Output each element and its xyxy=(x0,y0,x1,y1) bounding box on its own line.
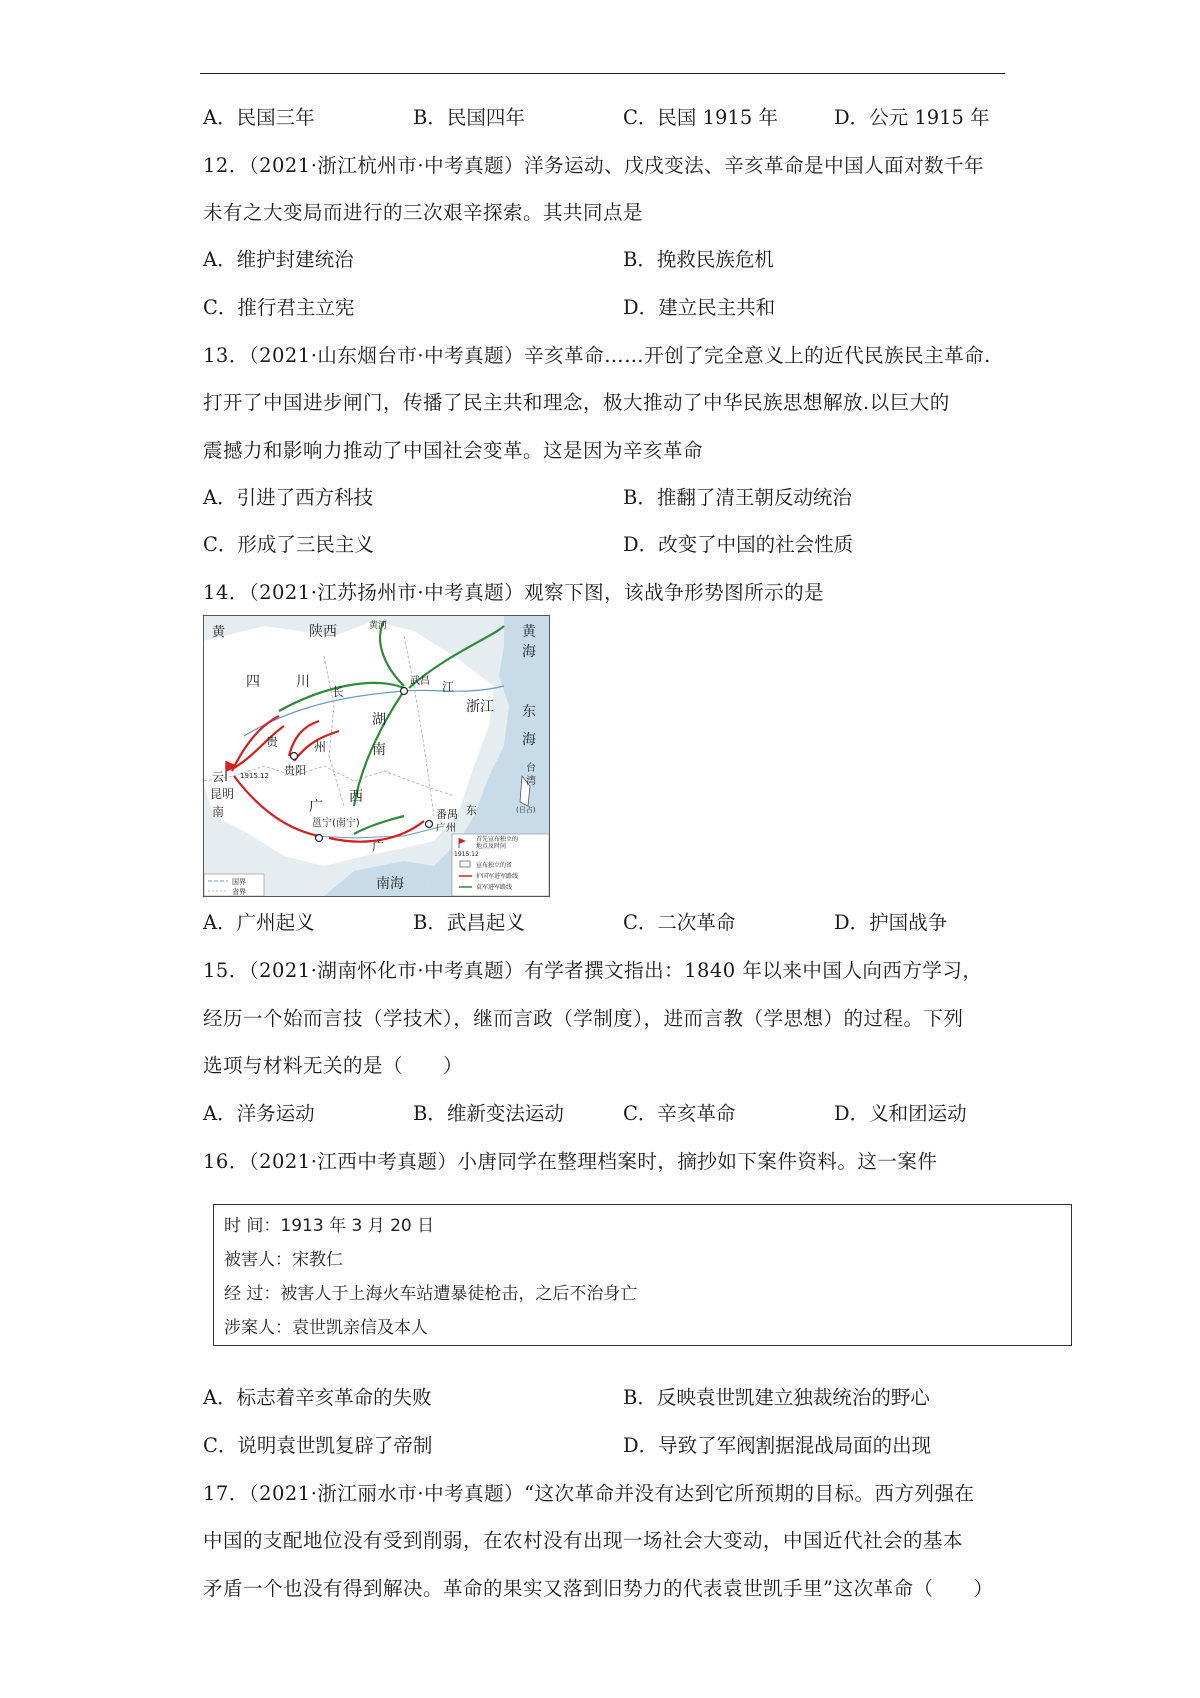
map-legend-guojie: 国界 xyxy=(232,878,246,886)
map-label-guiyang: 贵阳 xyxy=(284,764,306,777)
q12-stem-line-1: 12．（2021·浙江杭州市·中考真题）洋务运动、戊戌变法、辛亥革命是中国人面对数千年 xyxy=(203,154,985,177)
q12-option-a[interactable]: A．维护封建统治 xyxy=(203,248,354,271)
map-legend-text-1: 首先宣布独立的 xyxy=(476,836,519,843)
q14-stem-line-1: 14．（2021·江苏扬州市·中考真题）观察下图，该战争形势图所示的是 xyxy=(203,581,825,604)
map-city-wuchang xyxy=(401,688,408,695)
map-label-huanghai-1: 黄 xyxy=(522,624,536,640)
q13-option-b[interactable]: B．推翻了清王朝反动统治 xyxy=(623,486,852,509)
q14-option-c[interactable]: C．二次革命 xyxy=(623,911,736,934)
map-legend-shengjie: 省界 xyxy=(232,888,246,896)
q11-option-b[interactable]: B．民国四年 xyxy=(413,106,525,129)
map-label-yun: 云 xyxy=(212,770,225,784)
q14-option-a[interactable]: A．广州起义 xyxy=(203,911,315,934)
map-label-huanghai-2: 海 xyxy=(522,644,536,660)
q13-stem-line-2: 打开了中国进步闸门，传播了民主共和理念，极大推动了中华民族思想解放.以巨大的 xyxy=(203,391,950,414)
q11-option-c[interactable]: C．民国 1915 年 xyxy=(623,106,778,129)
q14-option-d[interactable]: D．护国战争 xyxy=(834,911,948,934)
map-label-guangxi-2: 西 xyxy=(349,789,363,805)
map-city-nanning xyxy=(316,835,323,842)
q15-option-b[interactable]: B．维新变法运动 xyxy=(413,1102,564,1125)
q17-stem-line-2: 中国的支配地位没有受到削弱，在农村没有出现一场社会大变动，中国近代社会的基本 xyxy=(203,1529,964,1552)
map-label-nanning: 邕宁(南宁) xyxy=(312,818,360,829)
map-legend-text-4: 护国军进军路线 xyxy=(476,873,519,880)
map-label-panyu: 番禺 xyxy=(436,808,458,821)
q15-stem-line-3: 选项与材料无关的是（ ） xyxy=(203,1054,464,1077)
map-label-donghai-1: 东 xyxy=(522,704,536,720)
map-legend xyxy=(452,834,549,896)
map-legend-date: 1915.12 xyxy=(454,851,479,858)
q16-stem-line-1: 16．（2021·江西中考真题）小唐同学在整理档案时，摘抄如下案件资料。这一案件 xyxy=(203,1150,938,1173)
map-label-taiwan-3: (日占) xyxy=(516,806,536,814)
q14-option-b[interactable]: B．武昌起义 xyxy=(413,911,525,934)
map-label-zhejiang: 浙江 xyxy=(466,699,494,715)
q13-option-c[interactable]: C．形成了三民主义 xyxy=(203,533,374,556)
q15-option-c[interactable]: C．辛亥革命 xyxy=(623,1102,736,1125)
map-label-shaanxi: 陕西 xyxy=(309,624,337,640)
case-record-process: 经 过：被害人于上海火车站遭暴徒枪击，之后不治身亡 xyxy=(224,1284,638,1304)
map-label-kunming: 昆明 xyxy=(210,787,235,801)
map-label-nan: 南 xyxy=(212,805,225,819)
map-label-hunan-2: 南 xyxy=(372,742,386,758)
q13-option-d[interactable]: D．改变了中国的社会性质 xyxy=(623,533,854,556)
map-label-huanghe: 黄河 xyxy=(369,621,388,631)
map-label-date: 1915.12 xyxy=(240,772,269,780)
map-label-wuchang: 武昌 xyxy=(410,676,430,687)
map-label-donghai-2: 海 xyxy=(522,732,536,748)
q17-stem-line-3: 矛盾一个也没有得到解决。革命的果实又落到旧势力的代表袁世凯手里”这次革命（ ） xyxy=(203,1577,994,1600)
case-record-victim: 被害人：宋教仁 xyxy=(224,1250,343,1270)
q16-option-d[interactable]: D．导致了军阀割据混战局面的出现 xyxy=(623,1434,932,1457)
case-record-box xyxy=(213,1204,1072,1346)
map-legend-text-2: 地点及时间 xyxy=(476,843,507,850)
map-label-guangzhou: 广州 xyxy=(436,823,456,834)
map-label-sichuan-2: 川 xyxy=(296,674,310,690)
q15-option-a[interactable]: A．洋务运动 xyxy=(203,1102,315,1125)
map-label-guang: 广 xyxy=(372,840,385,854)
map-label-hunan-1: 湖 xyxy=(372,712,386,728)
map-label-guangxi-1: 广 xyxy=(309,799,323,815)
map-label-taiwan-2: 湾 xyxy=(526,776,536,787)
map-label-jiang: 江 xyxy=(442,680,455,694)
q15-stem-line-1: 15．（2021·湖南怀化市·中考真题）有学者撰文指出：1840 年以来中国人向西方学习， xyxy=(203,959,983,982)
q12-stem-line-2: 未有之大变局而进行的三次艰辛探索。其共同点是 xyxy=(203,201,644,224)
map-label-chang: 长 xyxy=(332,685,345,699)
map-legend-text-5: 袁军进军路线 xyxy=(476,884,513,891)
q11-option-a[interactable]: A．民国三年 xyxy=(203,106,315,129)
q12-option-c[interactable]: C．推行君主立宪 xyxy=(203,296,355,319)
map-legend-text-3: 宣布独立的省 xyxy=(476,862,513,869)
q17-stem-line-1: 17．（2021·浙江丽水市·中考真题）“这次革命并没有达到它所预期的目标。西方列强在 xyxy=(203,1482,975,1505)
map-label-huang: 黄 xyxy=(212,625,226,640)
q16-option-c[interactable]: C．说明袁世凯复辟了帝制 xyxy=(203,1434,433,1457)
map-border-legend xyxy=(204,874,264,896)
map-city-panyu xyxy=(426,821,433,828)
map-label-sichuan-1: 四 xyxy=(246,674,260,690)
q11-option-d[interactable]: D．公元 1915 年 xyxy=(834,106,990,129)
map-label-guizhou-1: 贵 xyxy=(266,735,279,749)
q12-option-b[interactable]: B．挽救民族危机 xyxy=(623,248,774,271)
q16-option-b[interactable]: B．反映袁世凯建立独裁统治的野心 xyxy=(623,1386,930,1409)
q16-option-a[interactable]: A．标志着辛亥革命的失败 xyxy=(203,1386,432,1409)
case-record-suspect: 涉案人：袁世凯亲信及本人 xyxy=(224,1318,428,1338)
q13-option-a[interactable]: A．引进了西方科技 xyxy=(203,486,374,509)
war-situation-map xyxy=(203,615,550,897)
map-label-dong: 东 xyxy=(466,804,477,817)
q13-stem-line-3: 震撼力和影响力推动了中国社会变革。这是因为辛亥革命 xyxy=(203,439,704,462)
map-label-nanhai: 南海 xyxy=(376,876,404,892)
map-city-guiyang xyxy=(291,753,298,760)
map-label-guizhou-2: 州 xyxy=(314,740,327,754)
q15-option-d[interactable]: D．义和团运动 xyxy=(834,1102,967,1125)
q15-stem-line-2: 经历一个始而言技（学技术），继而言政（学制度），进而言教（学思想）的过程。下列 xyxy=(203,1007,964,1030)
header-rule xyxy=(200,73,1005,74)
case-record-time: 时 间：1913 年 3 月 20 日 xyxy=(224,1216,435,1236)
map-label-taiwan-1: 台 xyxy=(526,763,536,774)
q13-stem-line-1: 13．（2021·山东烟台市·中考真题）辛亥革命……开创了完全意义上的近代民族民主革命. xyxy=(203,344,991,367)
q12-option-d[interactable]: D．建立民主共和 xyxy=(623,296,776,319)
